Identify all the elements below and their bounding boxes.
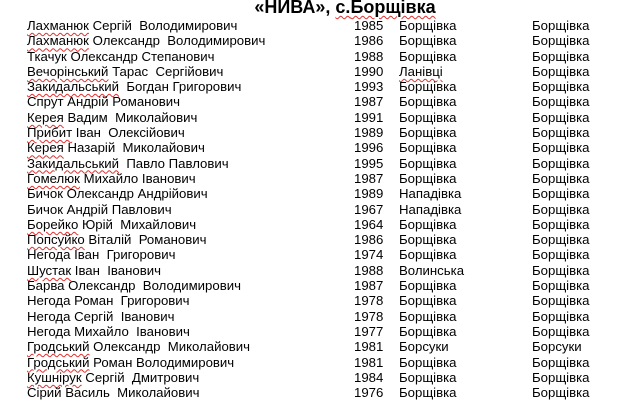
player-given-names: Олександр Володимирович [64, 278, 241, 294]
player-given-names: Віталій Романович [84, 232, 207, 248]
player-surname: Закидальський [27, 155, 119, 171]
roster-row [0, 18, 620, 33]
roster-row [0, 293, 620, 308]
player-birth-year: 1967 [354, 201, 384, 217]
player-surname: Закидальський [27, 79, 119, 95]
player-birthplace: Нападівка [399, 201, 462, 217]
player-surname: Негода [27, 293, 71, 309]
player-birthplace: Борщівка [399, 354, 457, 370]
roster-row [0, 79, 620, 94]
player-birth-year: 1988 [354, 262, 384, 278]
player-roster [0, 18, 620, 400]
player-given-names: Вадим Миколайович [63, 109, 198, 125]
player-birth-year: 1976 [354, 385, 384, 401]
player-given-names: Михайло Іванович [70, 323, 190, 339]
player-birthplace: Борщівка [399, 385, 457, 401]
roster-row [0, 140, 620, 155]
player-given-names: Олександр Степанович [66, 48, 215, 64]
roster-row [0, 202, 620, 217]
roster-row [0, 110, 620, 125]
player-birthplace: Ланівці [399, 63, 443, 79]
player-given-names: Іван Іванович [71, 262, 161, 278]
player-given-names: Олександр Володимирович [88, 33, 266, 49]
player-name [27, 125, 185, 140]
player-name [27, 370, 199, 385]
player-given-names: Сергій Дмитрович [81, 369, 200, 385]
player-surname: Гомелюк [27, 170, 80, 186]
player-surname: Негода [27, 308, 71, 324]
player-birthplace: Борщівка [399, 155, 457, 171]
player-given-names: Андрій Павлович [63, 201, 172, 217]
player-birth-year: 1996 [354, 140, 384, 156]
player-residence: Борщівка [532, 385, 590, 401]
player-name [27, 171, 196, 186]
player-surname: Керея [27, 109, 64, 125]
player-given-names: Юрій Михайлович [78, 216, 197, 232]
player-birthplace: Борщівка [399, 140, 457, 156]
player-given-names: Іван Олексійович [72, 125, 185, 141]
player-residence: Борщівка [532, 125, 590, 141]
player-birth-year: 1987 [354, 170, 384, 186]
player-residence: Борщівка [532, 18, 590, 33]
player-residence: Борщівка [532, 369, 590, 385]
roster-row [0, 247, 620, 262]
roster-row [0, 156, 620, 171]
player-birth-year: 1977 [354, 323, 384, 339]
player-name [27, 140, 205, 155]
player-given-names: Павло Павлович [119, 155, 229, 171]
player-birth-year: 1974 [354, 247, 384, 263]
roster-row [0, 355, 620, 370]
player-residence: Борщівка [532, 186, 590, 202]
player-name [27, 247, 175, 262]
player-name [27, 217, 196, 232]
player-surname: Лахманюк [27, 33, 89, 49]
player-residence: Борщівка [532, 79, 590, 95]
roster-row [0, 33, 620, 48]
roster-row [0, 370, 620, 385]
player-given-names: Роман Григорович [70, 293, 190, 309]
player-birthplace: Борщівка [399, 18, 457, 33]
player-name [27, 110, 197, 125]
player-birthplace: Борщівка [399, 79, 457, 95]
player-name [27, 324, 190, 339]
roster-row [0, 171, 620, 186]
player-birthplace: Борщівка [399, 216, 457, 232]
player-given-names: Богдан Григорович [119, 79, 242, 95]
player-surname: Негода [27, 323, 71, 339]
player-birth-year: 1986 [354, 33, 384, 49]
player-surname: Негода [27, 247, 71, 263]
player-birth-year: 1987 [354, 94, 384, 110]
player-residence: Борщівка [532, 109, 590, 125]
player-birth-year: 1989 [354, 125, 384, 141]
player-birthplace: Борщівка [399, 232, 457, 248]
player-surname: Кушнірук [27, 369, 82, 385]
roster-row [0, 64, 620, 79]
player-birth-year: 1964 [354, 216, 384, 232]
player-surname: Спрут [27, 94, 64, 110]
player-birthplace: Волинська [399, 262, 465, 278]
player-residence: Борщівка [532, 155, 590, 171]
player-residence: Борщівка [532, 262, 590, 278]
roster-row [0, 186, 620, 201]
player-name [27, 79, 241, 94]
player-name [27, 156, 229, 171]
roster-row [0, 324, 620, 339]
player-name [27, 94, 180, 109]
player-surname: Ткачук [27, 48, 67, 64]
player-surname: Гродський [27, 339, 90, 355]
player-name [27, 385, 199, 400]
player-birth-year: 1978 [354, 293, 384, 309]
player-residence: Борщівка [532, 293, 590, 309]
player-given-names: Василь Миколайович [61, 385, 200, 401]
player-birthplace: Борщівка [399, 293, 457, 309]
player-surname: Сірий [27, 385, 62, 401]
player-name [27, 186, 208, 201]
roster-row [0, 339, 620, 354]
player-birthplace: Борщівка [399, 247, 457, 263]
title-village-prefix: с. [335, 0, 351, 17]
roster-row [0, 49, 620, 64]
player-name [27, 355, 234, 370]
player-surname: Барва [27, 278, 65, 294]
player-given-names: Сергій Володимирович [88, 18, 238, 33]
player-birthplace: Борщівка [399, 109, 457, 125]
player-name [27, 64, 223, 79]
player-residence: Борщівка [532, 63, 590, 79]
player-surname: Прибит [27, 125, 73, 141]
player-surname: Вечорінський [27, 63, 109, 79]
player-surname: Бичок [27, 186, 63, 202]
player-birth-year: 1988 [354, 48, 384, 64]
player-given-names: Роман Володимирович [89, 354, 235, 370]
roster-row [0, 125, 620, 140]
player-birth-year: 1995 [354, 155, 384, 171]
player-birthplace: Борсуки [399, 339, 449, 355]
roster-row [0, 309, 620, 324]
player-name [27, 339, 250, 354]
player-birthplace: Борщівка [399, 308, 457, 324]
player-birthplace: Борщівка [399, 323, 457, 339]
player-residence: Борщівка [532, 216, 590, 232]
roster-row [0, 385, 620, 400]
player-surname: Борейко [27, 216, 79, 232]
player-birth-year: 1985 [354, 18, 384, 33]
player-surname: Шустак [27, 262, 72, 278]
player-name [27, 309, 174, 324]
player-birth-year: 1993 [354, 79, 384, 95]
player-surname: Лахманюк [27, 18, 89, 33]
player-residence: Борщівка [532, 170, 590, 186]
player-name [27, 293, 190, 308]
player-birthplace: Борщівка [399, 170, 457, 186]
player-name [27, 263, 161, 278]
player-residence: Борщівка [532, 48, 590, 64]
player-surname: Попсуйко [27, 232, 85, 248]
player-surname: Бичок [27, 201, 63, 217]
player-birth-year: 1981 [354, 339, 384, 355]
player-birthplace: Борщівка [399, 125, 457, 141]
player-residence: Борщівка [532, 33, 590, 49]
roster-row [0, 278, 620, 293]
document-title [0, 0, 620, 17]
title-team-name: «НИВА», [254, 0, 336, 17]
player-name [27, 18, 237, 33]
player-residence: Борщівка [532, 94, 590, 110]
player-given-names: Михайло Іванович [79, 170, 196, 186]
player-residence: Борщівка [532, 323, 590, 339]
player-given-names: Андрій Романович [63, 94, 181, 110]
player-residence: Борщівка [532, 308, 590, 324]
player-residence: Борсуки [532, 339, 582, 355]
player-residence: Борщівка [532, 278, 590, 294]
roster-row [0, 263, 620, 278]
player-birth-year: 1989 [354, 186, 384, 202]
player-birth-year: 1990 [354, 63, 384, 79]
player-surname: Гродський [27, 354, 90, 370]
player-given-names: Іван Григорович [70, 247, 176, 263]
player-surname: Керея [27, 140, 64, 156]
player-birth-year: 1991 [354, 109, 384, 125]
player-residence: Борщівка [532, 232, 590, 248]
player-name [27, 232, 207, 247]
player-name [27, 202, 172, 217]
player-birthplace: Борщівка [399, 94, 457, 110]
player-birth-year: 1987 [354, 278, 384, 294]
roster-row [0, 232, 620, 247]
player-given-names: Сергій Іванович [70, 308, 175, 324]
player-birthplace: Борщівка [399, 48, 457, 64]
player-name [27, 49, 215, 64]
player-residence: Борщівка [532, 354, 590, 370]
player-birthplace: Борщівка [399, 278, 457, 294]
player-residence: Борщівка [532, 247, 590, 263]
player-given-names: Назарій Миколайович [63, 140, 205, 156]
player-given-names: Тарас Сергійович [108, 63, 224, 79]
player-birth-year: 1981 [354, 354, 384, 370]
player-residence: Борщівка [532, 140, 590, 156]
player-name [27, 33, 265, 48]
title-village-name: Борщівка [350, 0, 436, 17]
player-birthplace: Нападівка [399, 186, 462, 202]
roster-row [0, 217, 620, 232]
player-given-names: Олександр Миколайович [89, 339, 251, 355]
player-residence: Борщівка [532, 201, 590, 217]
player-birth-year: 1984 [354, 369, 384, 385]
player-birthplace: Борщівка [399, 369, 457, 385]
player-name [27, 278, 241, 293]
player-birth-year: 1978 [354, 308, 384, 324]
player-birth-year: 1986 [354, 232, 384, 248]
roster-row [0, 94, 620, 109]
player-birthplace: Борщівка [399, 33, 457, 49]
player-given-names: Олександр Андрійович [63, 186, 208, 202]
